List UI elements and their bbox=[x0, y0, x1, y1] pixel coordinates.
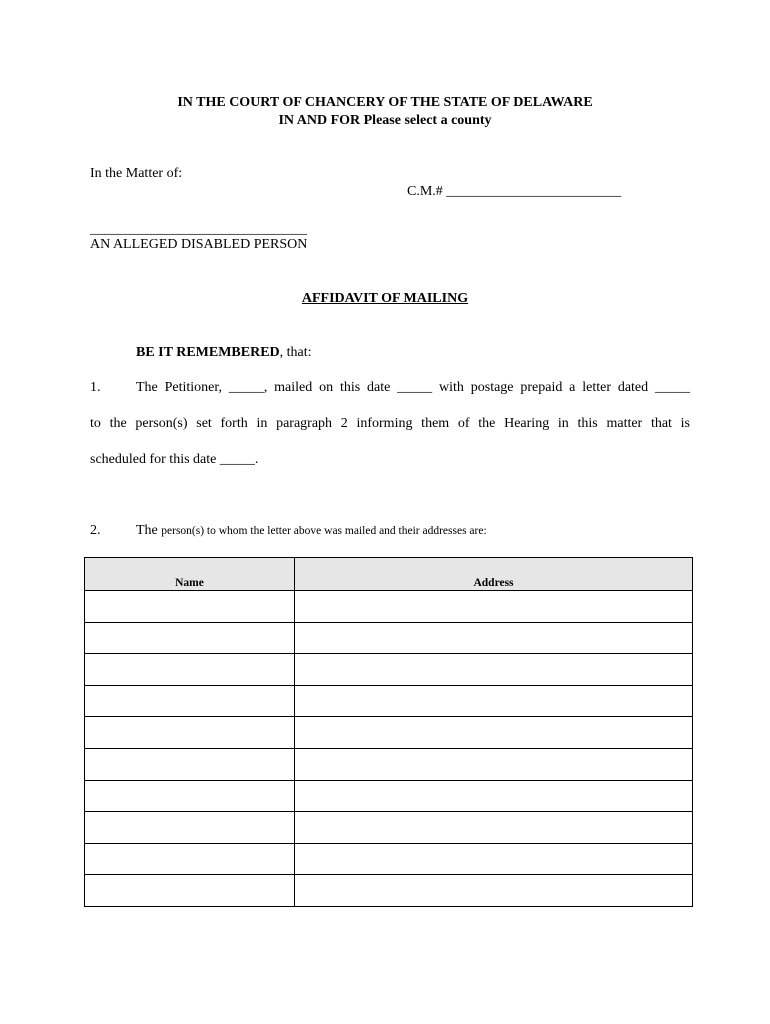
name-cell[interactable] bbox=[85, 685, 295, 717]
name-cell[interactable] bbox=[85, 843, 295, 875]
address-cell[interactable] bbox=[295, 843, 693, 875]
court-caption-line2: IN AND FOR Please select a county bbox=[278, 113, 492, 128]
address-cell[interactable] bbox=[295, 654, 693, 686]
name-cell[interactable] bbox=[85, 748, 295, 780]
name-cell[interactable] bbox=[85, 622, 295, 654]
paragraph-1-line3: scheduled for this date _____. bbox=[90, 452, 259, 467]
table-row bbox=[85, 717, 693, 749]
paragraph-2-lead: The bbox=[136, 523, 162, 538]
alleged-disabled-person-label: AN ALLEGED DISABLED PERSON bbox=[90, 237, 308, 252]
be-it-remembered bbox=[136, 345, 312, 361]
be-it-remembered-bold: BE IT REMEMBERED bbox=[136, 345, 280, 360]
name-cell[interactable] bbox=[85, 812, 295, 844]
name-cell[interactable] bbox=[85, 654, 295, 686]
table-row bbox=[85, 622, 693, 654]
address-cell[interactable] bbox=[295, 622, 693, 654]
paragraph-2-text bbox=[136, 523, 487, 539]
name-cell[interactable] bbox=[85, 875, 295, 907]
paragraph-1-number: 1. bbox=[90, 380, 101, 395]
paragraph-2-number: 2. bbox=[90, 523, 101, 538]
table-header-row bbox=[85, 558, 693, 591]
address-cell[interactable] bbox=[295, 717, 693, 749]
persons-table-body bbox=[85, 591, 693, 907]
table-row bbox=[85, 685, 693, 717]
paragraph-1-line2: to the person(s) set forth in paragraph 2 informing them of the Hearing in this matter that is bbox=[90, 416, 690, 431]
table-row bbox=[85, 875, 693, 907]
case-number-field: C.M.# _________________________ bbox=[407, 184, 622, 199]
address-column-header: Address bbox=[295, 558, 693, 591]
table-row bbox=[85, 748, 693, 780]
name-cell[interactable] bbox=[85, 717, 295, 749]
table-row bbox=[85, 843, 693, 875]
name-column-header: Name bbox=[85, 558, 295, 591]
document-title: AFFIDAVIT OF MAILING bbox=[301, 291, 469, 306]
table-row bbox=[85, 812, 693, 844]
table-row bbox=[85, 780, 693, 812]
address-cell[interactable] bbox=[295, 780, 693, 812]
paragraph-1-line1: The Petitioner, _____, mailed on this date _____ with postage prepaid a letter dated _____ bbox=[136, 380, 690, 395]
person-name-blank: _______________________________ bbox=[90, 222, 307, 237]
table-row bbox=[85, 591, 693, 623]
name-cell[interactable] bbox=[85, 591, 295, 623]
address-cell[interactable] bbox=[295, 812, 693, 844]
persons-table bbox=[84, 557, 693, 907]
address-cell[interactable] bbox=[295, 748, 693, 780]
paragraph-2-rest: person(s) to whom the letter above was mailed and their addresses are: bbox=[161, 525, 487, 537]
address-cell[interactable] bbox=[295, 685, 693, 717]
court-caption-line1: IN THE COURT OF CHANCERY OF THE STATE OF DELAWARE bbox=[177, 95, 593, 110]
table-row bbox=[85, 654, 693, 686]
in-the-matter-label: In the Matter of: bbox=[90, 166, 183, 181]
name-cell[interactable] bbox=[85, 780, 295, 812]
address-cell[interactable] bbox=[295, 591, 693, 623]
be-it-remembered-rest: , that: bbox=[279, 345, 312, 360]
address-cell[interactable] bbox=[295, 875, 693, 907]
